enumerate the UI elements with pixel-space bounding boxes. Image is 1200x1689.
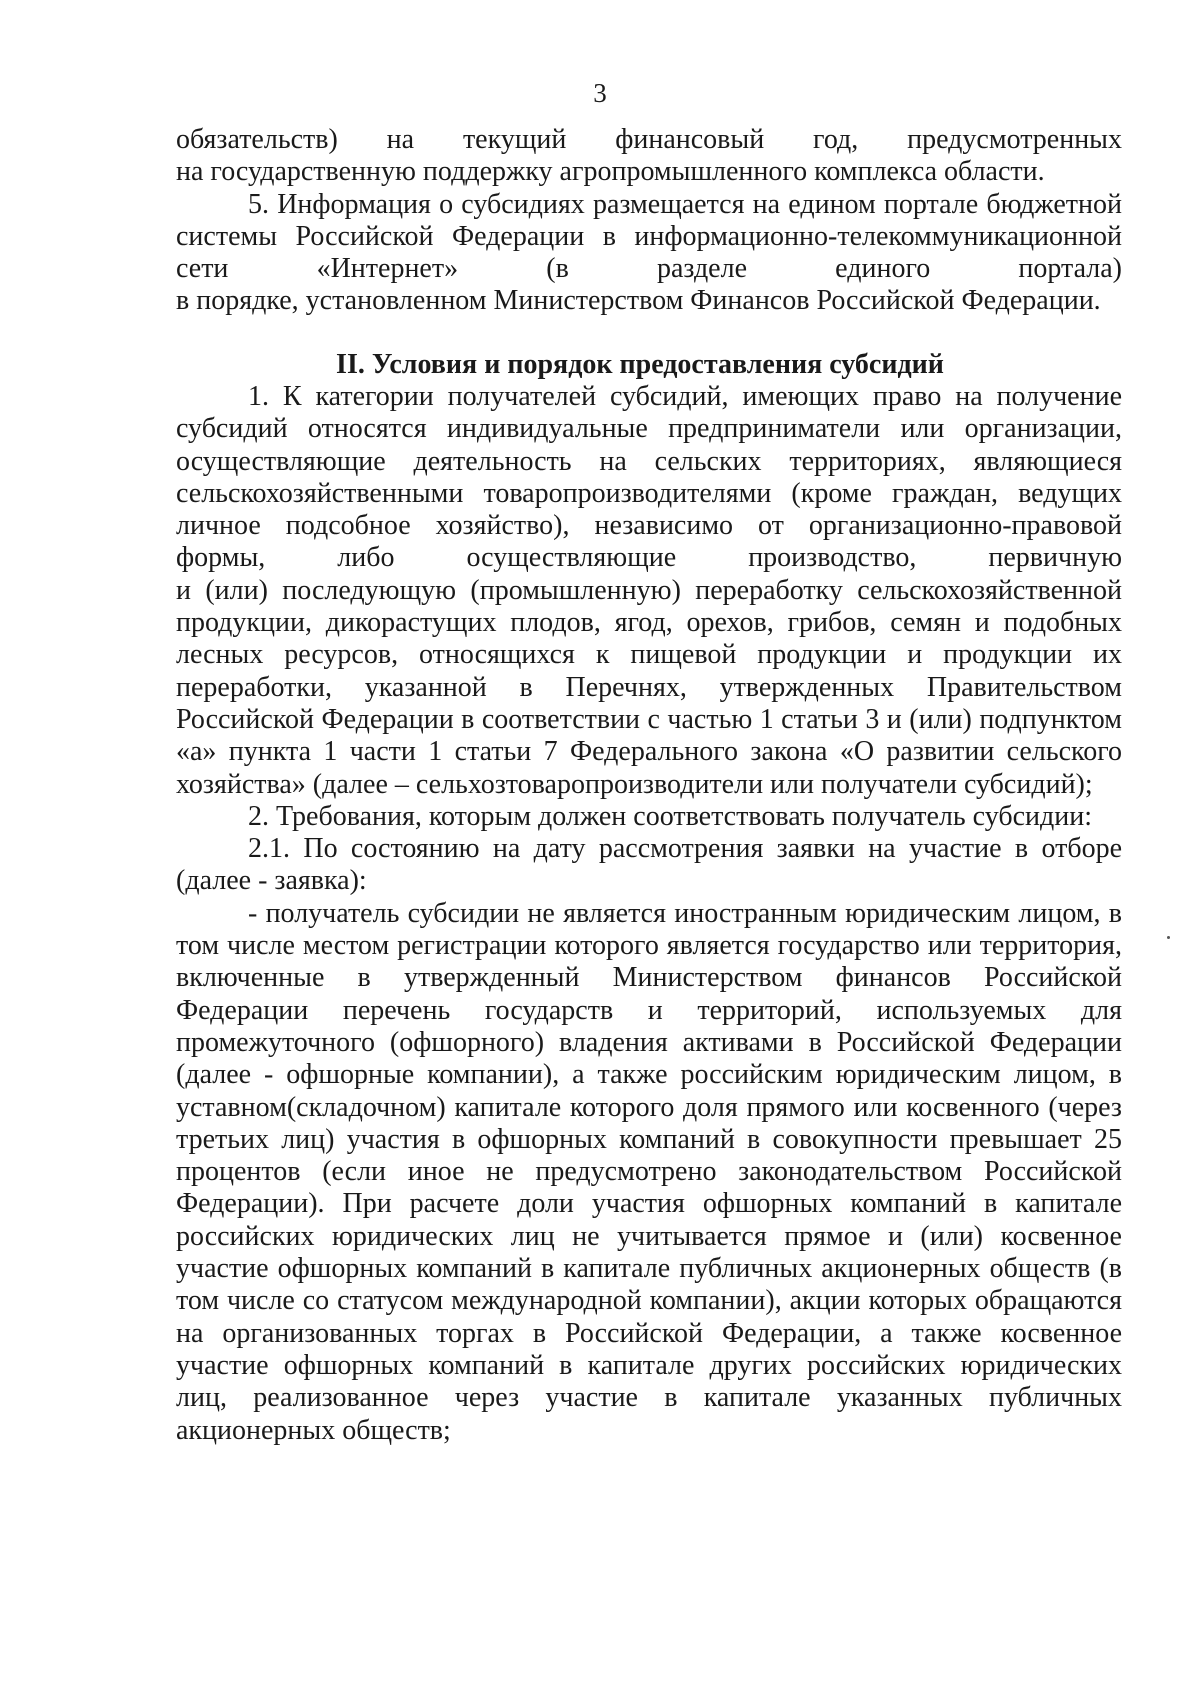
page-number: 3 bbox=[593, 78, 607, 108]
clause-1-continued: и (или) последующую (промышленную) переработку сельскохозяйственной продукции, дикорастущих плодов, ягод, орехов, грибов, семян и подобных лесных ресурсов, относящихся к пищевой продукции и продукции их переработки, указанной в Перечнях, утвержденных Правительством Российской Федерации в соответствии с частью 1 статьи 3 и (или) подпунктом «а» пункта 1 части 1 статьи 7 Федерального закона «О развитии сельского хозяйства» (далее – сельхозтоваропроизводители или получатели субсидий); bbox=[176, 574, 1122, 800]
clause-2-1: 2.1. По состоянию на дату рассмотрения заявки на участие в отборе (далее - заявка): bbox=[176, 833, 1122, 897]
clause-2-1-offshore-requirement: - получатель субсидии не является иностранным юридическим лицом, в том числе местом регистрации которого является государство или территория, включенные в утвержденный Министерством финансов Российской Федерации перечень государств и территорий, используемых для промежуточного (офшорного) владения активами в Российской Федерации (далее - офшорные компании), а также российским юридическим лицом, в уставном(складочном) капитале которого доля прямого или косвенного (через третьих лиц) участия в офшорных компаний в совокупности превышает 25 процентов (если иное не предусмотрено законодательством Российской Федерации). При расчете доли участия офшорных компаний в капитале российских юридических лиц не учитывается прямое и (или) косвенное участие офшорных компаний в капитале публичных акционерных обществ (в том числе со статусом международной компании), акции которых обращаются на организованных торгах в Российской Федерации, а также косвенное участие офшорных компаний в капитале других российских юридических лиц, реализованное через участие в капитале указанных публичных акционерных обществ; bbox=[176, 897, 1122, 1446]
scan-speck bbox=[1167, 936, 1170, 939]
section-heading: II. Условия и порядок предоставления субсидий bbox=[336, 349, 944, 380]
paragraph-4-continuation-line1: обязательств) на текущий финансовый год, предусмотренных bbox=[176, 124, 1122, 155]
section-body bbox=[176, 381, 1122, 1447]
clause-2: 2. Требования, которым должен соответствовать получатель субсидии: bbox=[248, 800, 1093, 832]
paragraph-4-continuation-line2: на государственную поддержку агропромышленного комплекса области. bbox=[176, 156, 1045, 188]
intro-block bbox=[176, 124, 1122, 318]
paragraph-5-end: в порядке, установленном Министерством Финансов Российской Федерации. bbox=[176, 285, 1101, 317]
clause-1: 1. К категории получателей субсидий, имеющих право на получение субсидий относятся индивидуальные предприниматели или организации, осуществляющие деятельность на сельских территориях, являющиеся сельскохозяйственными товаропроизводителями (кроме граждан, ведущих личное подсобное хозяйство), независимо от организационно-правовой формы, либо осуществляющие производство, первичную bbox=[176, 381, 1122, 574]
paragraph-5: 5. Информация о субсидиях размещается на едином портале бюджетной системы Российской Федерации в информационно-телекоммуникационной сети «Интернет» (в разделе единого портала) bbox=[176, 188, 1122, 285]
